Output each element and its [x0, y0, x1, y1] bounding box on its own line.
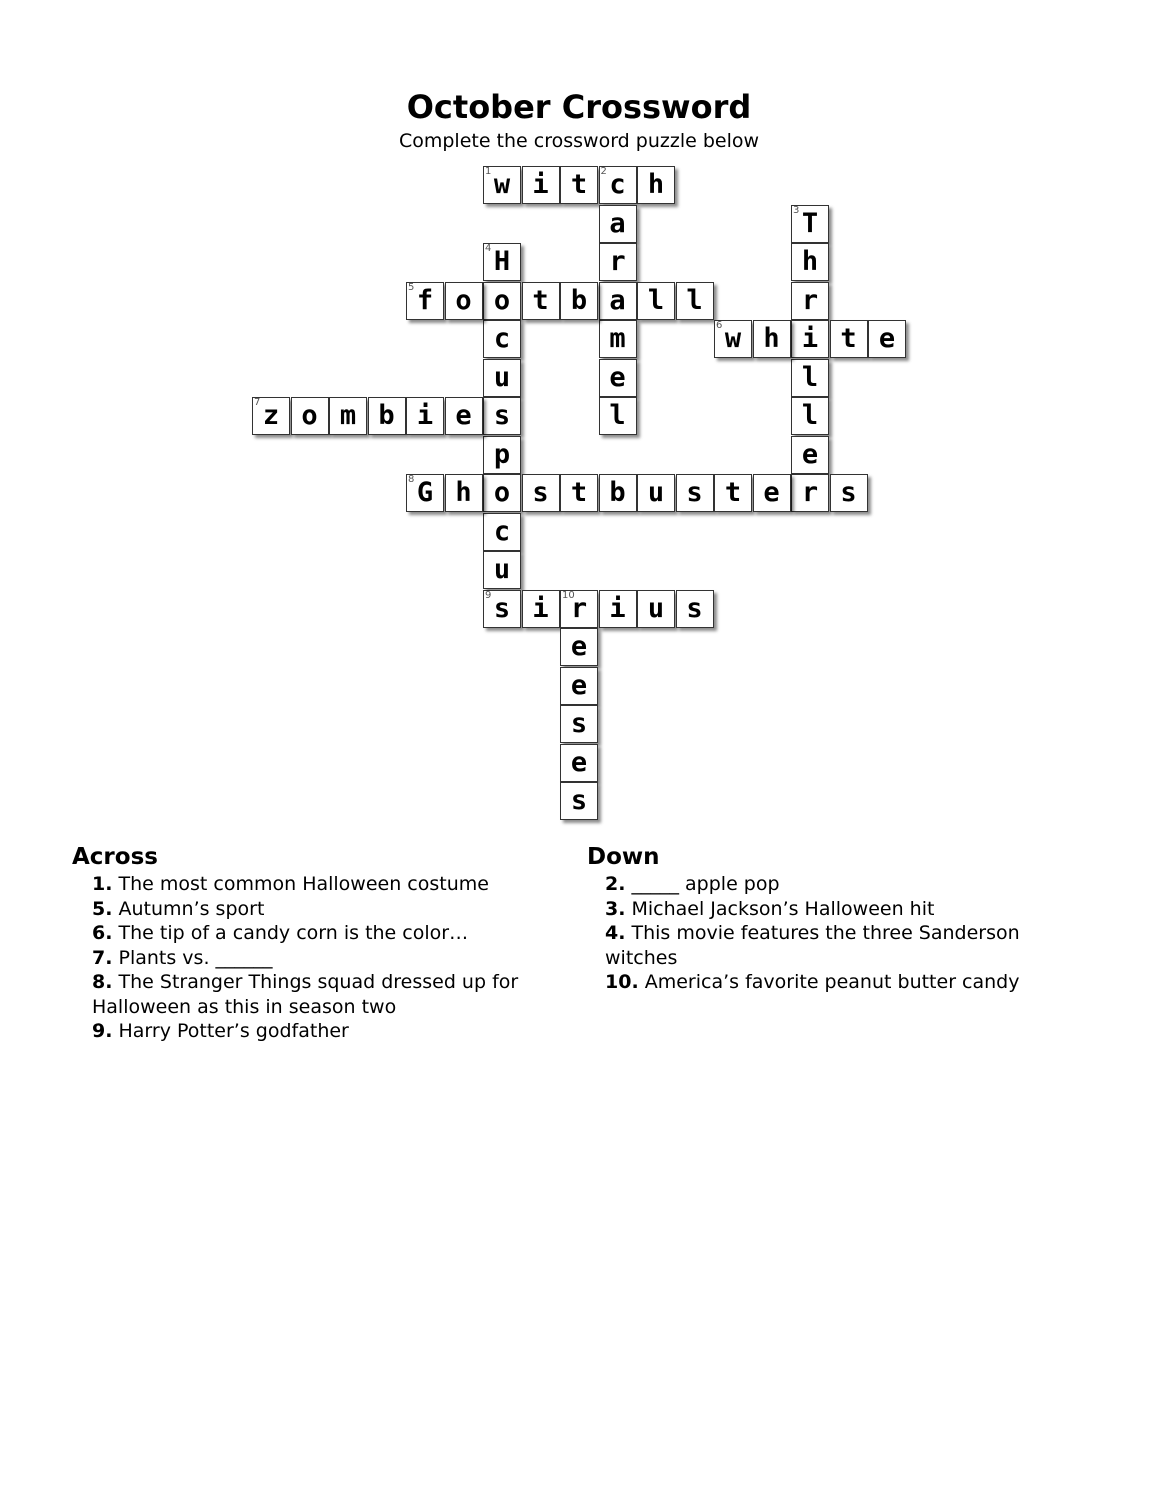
crossword-cell[interactable] — [599, 282, 637, 320]
crossword-cell[interactable] — [830, 320, 868, 358]
cell-letter: e — [570, 746, 588, 778]
clue-text: _____ apple pop — [631, 873, 780, 895]
crossword-cell[interactable] — [599, 320, 637, 358]
clue-number-label: 8 — [408, 474, 415, 485]
clue-across-8 — [72, 970, 562, 1019]
cell-letter: t — [840, 323, 857, 354]
crossword-cell[interactable] — [560, 166, 598, 204]
crossword-cell[interactable] — [791, 397, 829, 435]
cell-letter: m — [609, 323, 626, 354]
crossword-cell[interactable] — [791, 320, 829, 358]
crossword-cell[interactable] — [445, 474, 483, 512]
clue-number-label: 9 — [485, 589, 492, 601]
page-title: October Crossword — [406, 88, 752, 126]
cell-letter: e — [801, 438, 819, 470]
crossword-cell[interactable] — [791, 205, 829, 243]
crossword-cell[interactable] — [483, 513, 521, 551]
crossword-cell[interactable] — [329, 397, 367, 435]
cell-letter: i — [532, 169, 549, 200]
cell-letter: a — [609, 284, 626, 316]
clue-text: The most common Halloween costume — [118, 873, 489, 895]
crossword-cell[interactable] — [406, 397, 444, 435]
across-heading: Across — [72, 844, 158, 870]
crossword-cell[interactable] — [560, 705, 598, 743]
clue-down-10 — [587, 970, 1067, 995]
crossword-cell[interactable] — [599, 166, 637, 204]
cell-letter: o — [455, 284, 472, 316]
cell-letter: T — [801, 207, 819, 239]
cell-letter: o — [493, 284, 511, 316]
clue-across-7 — [72, 946, 562, 971]
crossword-cell[interactable] — [791, 359, 829, 397]
crossword-cell[interactable] — [791, 243, 829, 281]
cell-letter: s — [686, 477, 703, 508]
crossword-cell[interactable] — [483, 282, 521, 320]
clue-text: The Stranger Things squad dressed up for Halloween as this in season two — [92, 971, 519, 1018]
cell-letter: r — [801, 477, 819, 508]
cell-letter: t — [570, 169, 588, 200]
clue-down-2 — [587, 872, 1067, 897]
crossword-cell[interactable] — [676, 474, 714, 512]
crossword-cell[interactable] — [637, 590, 675, 628]
across-clues — [72, 844, 562, 1044]
clue-across-1 — [72, 872, 562, 897]
cell-letter: f — [416, 284, 434, 316]
clue-number-label: 10 — [562, 589, 575, 601]
crossword-cell[interactable] — [522, 590, 560, 628]
clue-number-label: 3 — [793, 204, 800, 216]
crossword-cell[interactable] — [483, 551, 521, 589]
crossword-cell[interactable] — [599, 243, 637, 281]
cell-letter: r — [570, 592, 588, 624]
crossword-cell[interactable] — [599, 590, 637, 628]
crossword-cell[interactable] — [483, 166, 521, 204]
clue-number: 3. — [605, 897, 626, 920]
cell-letter: s — [570, 785, 588, 816]
crossword-cell[interactable] — [522, 282, 560, 320]
clue-number: 5. — [92, 897, 113, 920]
cell-letter: a — [609, 207, 626, 239]
cell-letter: i — [416, 400, 434, 431]
crossword-cell[interactable] — [483, 436, 521, 474]
crossword-cell[interactable] — [483, 320, 521, 358]
crossword-cell[interactable] — [445, 397, 483, 435]
cell-letter: b — [609, 477, 626, 508]
cell-letter: u — [493, 554, 511, 585]
cell-letter: H — [493, 246, 511, 277]
crossword-cell[interactable] — [252, 397, 290, 435]
crossword-cell[interactable] — [560, 628, 598, 666]
clue-number: 8. — [92, 971, 113, 993]
clue-number: 9. — [92, 1020, 113, 1042]
cell-letter: e — [878, 323, 896, 354]
cell-letter: w — [493, 169, 511, 200]
cell-letter: p — [493, 438, 511, 470]
cell-letter: t — [724, 477, 742, 508]
crossword-cell[interactable] — [483, 590, 521, 628]
clue-text: Harry Potter’s godfather — [118, 1020, 349, 1042]
cell-letter: o — [301, 400, 318, 431]
cell-letter: b — [570, 284, 588, 316]
crossword-cell[interactable] — [560, 667, 598, 705]
cell-letter: e — [763, 477, 780, 508]
cell-letter: u — [647, 477, 665, 508]
cell-letter: b — [378, 400, 395, 431]
crossword-cell[interactable] — [599, 205, 637, 243]
cell-letter: s — [532, 477, 549, 508]
cell-letter: h — [455, 477, 472, 508]
clue-number: 2. — [605, 873, 626, 895]
crossword-cell[interactable] — [522, 474, 560, 512]
cell-letter: s — [493, 400, 511, 431]
cell-letter: e — [570, 669, 588, 701]
clue-text: This movie features the three Sanderson witches — [605, 922, 1020, 969]
crossword-cell[interactable] — [560, 282, 598, 320]
down-heading: Down — [587, 844, 660, 870]
crossword-cell[interactable] — [714, 474, 752, 512]
cell-letter: s — [840, 477, 857, 508]
clue-number: 4. — [605, 922, 626, 944]
clue-number: 6. — [92, 922, 113, 944]
cell-letter: G — [416, 477, 434, 508]
clue-number-label: 4 — [485, 243, 492, 254]
crossword-cell[interactable] — [406, 282, 444, 320]
cell-letter: t — [570, 477, 588, 508]
cell-letter: c — [609, 169, 626, 200]
crossword-cell[interactable] — [676, 282, 714, 320]
crossword-cell[interactable] — [830, 474, 868, 512]
clue-across-9 — [72, 1019, 562, 1044]
cell-letter: i — [532, 592, 549, 624]
cell-letter: s — [686, 592, 703, 624]
crossword-cell[interactable] — [676, 590, 714, 628]
clue-text: Autumn’s sport — [118, 897, 265, 920]
page-subtitle: Complete the crossword puzzle below — [398, 130, 760, 152]
cell-letter: s — [493, 592, 511, 624]
cell-letter: e — [609, 361, 626, 393]
clue-text: America’s favorite peanut butter candy — [644, 971, 1020, 993]
cell-letter: z — [262, 400, 280, 431]
cell-letter: c — [493, 323, 511, 354]
crossword-cell[interactable] — [599, 397, 637, 435]
cell-letter: w — [724, 323, 742, 354]
crossword-cell[interactable] — [368, 397, 406, 435]
clue-text: Plants vs. ______ — [118, 946, 273, 969]
clue-number: 7. — [92, 946, 113, 969]
cell-letter: s — [570, 708, 588, 739]
cell-letter: o — [493, 477, 511, 508]
crossword-cell[interactable] — [560, 590, 598, 628]
clue-number: 10. — [605, 971, 639, 993]
crossword-cell[interactable] — [791, 282, 829, 320]
clue-number-label: 5 — [408, 281, 415, 293]
crossword-cell[interactable] — [791, 436, 829, 474]
clue-number-label: 6 — [716, 320, 723, 331]
cell-letter: h — [763, 323, 780, 354]
cell-letter: h — [647, 169, 665, 200]
clue-number-label: 1 — [485, 166, 492, 177]
cell-letter: t — [532, 284, 549, 316]
clue-text: Michael Jackson’s Halloween hit — [631, 897, 935, 920]
crossword-cell[interactable] — [560, 744, 598, 782]
crossword-cell[interactable] — [637, 166, 675, 204]
clue-number-label: 2 — [600, 166, 607, 177]
down-clues — [587, 844, 1067, 995]
cell-letter: e — [570, 631, 588, 662]
cell-letter: c — [493, 515, 511, 547]
cell-letter: u — [647, 592, 665, 624]
clue-number-label: 7 — [254, 397, 261, 408]
crossword-cell[interactable] — [483, 474, 521, 512]
clue-across-5 — [72, 897, 562, 922]
cell-letter: l — [801, 400, 819, 431]
crossword-cell[interactable] — [522, 166, 560, 204]
clue-number: 1. — [92, 873, 113, 895]
cell-letter: m — [339, 400, 357, 431]
crossword-cell[interactable] — [753, 474, 791, 512]
crossword-cell[interactable] — [445, 282, 483, 320]
crossword-cell[interactable] — [637, 474, 675, 512]
cell-letter: l — [686, 284, 703, 316]
cell-letter: h — [801, 246, 819, 277]
cell-letter: l — [647, 284, 665, 316]
crossword-cell[interactable] — [560, 474, 598, 512]
clue-down-4 — [587, 921, 1067, 970]
cell-letter: u — [493, 361, 511, 393]
crossword-cell[interactable] — [291, 397, 329, 435]
crossword-cell[interactable] — [483, 397, 521, 435]
crossword-cell[interactable] — [868, 320, 906, 358]
crossword-cell[interactable] — [483, 243, 521, 281]
crossword-cell[interactable] — [753, 320, 791, 358]
clue-down-3 — [587, 897, 1067, 922]
cell-letter: r — [609, 246, 626, 277]
cell-letter: l — [609, 400, 626, 431]
crossword-cell[interactable] — [560, 782, 598, 820]
cell-letter: i — [801, 323, 819, 354]
crossword-cell[interactable] — [637, 282, 675, 320]
crossword-cell[interactable] — [406, 474, 444, 512]
clue-text: The tip of a candy corn is the color… — [118, 922, 469, 944]
crossword-cell[interactable] — [483, 359, 521, 397]
cell-letter: e — [455, 400, 472, 431]
crossword-cell[interactable] — [791, 474, 829, 512]
cell-letter: l — [801, 361, 819, 393]
crossword-cell[interactable] — [599, 359, 637, 397]
clue-across-6 — [72, 921, 562, 946]
cell-letter: i — [609, 592, 626, 624]
crossword-cell[interactable] — [714, 320, 752, 358]
crossword-cell[interactable] — [599, 474, 637, 512]
cell-letter: r — [801, 284, 819, 316]
